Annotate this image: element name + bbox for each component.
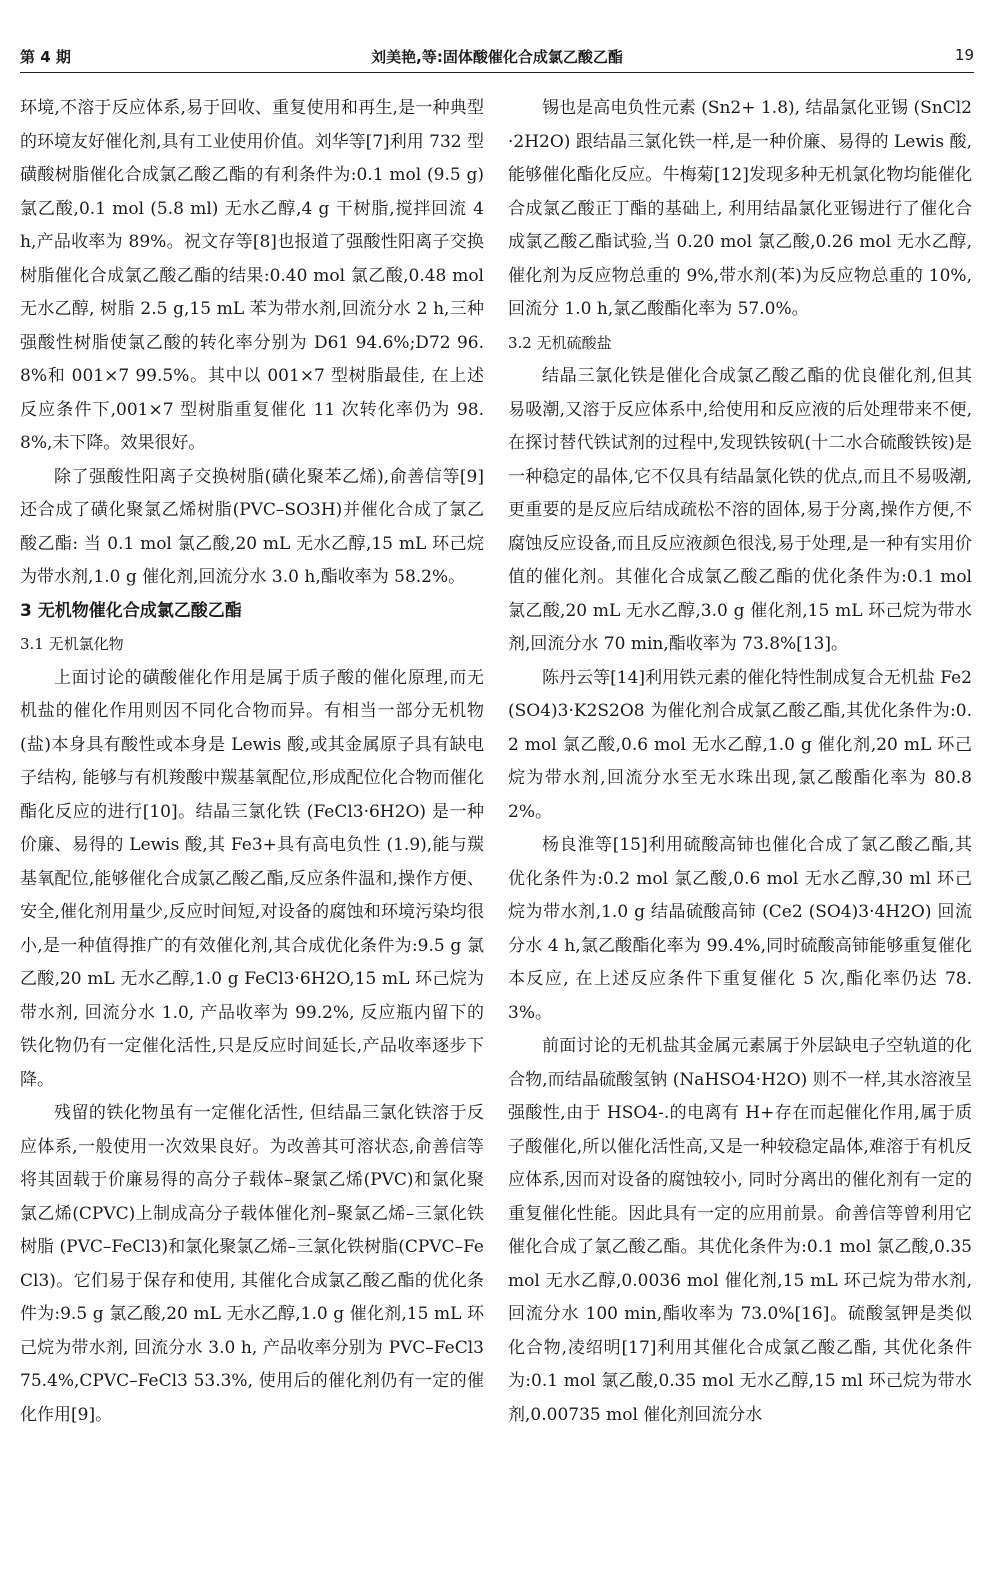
paragraph-pvc-so3h: 除了强酸性阳离子交换树脂(磺化聚苯乙烯),俞善信等[9]还合成了磺化聚氯乙烯树脂(PVC–SO3H)并催化合成了氯乙酸乙酯: 当 0.1 mol 氯乙酸,20 mL 无水乙醇,15 mL 环己烷为带水剂,1.0 g 催化剂,回流分水 3.0 h,酯收率为 58.2%。 [20, 466, 484, 587]
issue-number: 第 4 期 [20, 48, 71, 66]
paragraph-resin-results: 环境,不溶于反应体系,易于回收、重复使用和再生,是一种典型的环境友好催化剂,具有工业使用价值。刘华等[7]利用 732 型磺酸树脂催化合成氯乙酸乙酯的有利条件为:0.1 mol (9.5 g) 氯乙酸,0.1 mol (5.8 ml) 无水乙醇,4 g 干树脂,搅拌回流 4 h,产品收率为 89%。祝文存等[8]也报道了强酸性阳离子交换树脂催化合成氯乙酸乙酯的结果:0.40 mol 氯乙酸,0.48 mol 无水乙醇, 树脂 2.5 g,15 mL 苯为带水剂,回流分水 2 h,三种强酸性树脂使氯乙酸的转化率分别为 D61 94.6%;D72 96.8%和 001×7 99.5%。其中以 001×7 型树脂最佳, 在上述反应条件下,001×7 型树脂重复催化 11 次转化率仍为 98.8%,未下降。效果很好。 [20, 98, 484, 453]
subsection-heading-3-1: 3.1 无机氯化物 [20, 635, 124, 653]
left-column [20, 92, 484, 1432]
running-header [20, 40, 974, 73]
paragraph-sncl2: 锡也是高电负性元素 (Sn2+ 1.8), 结晶氯化亚锡 (SnCl2·2H2O) 跟结晶三氯化铁一样,是一种价廉、易得的 Lewis 酸,能够催化酯化反应。牛梅菊[12]发现多种无机氯化物均能催化合成氯乙酸正丁酯的基础上, 利用结晶氯化亚锡进行了催化合成氯乙酸乙酯试验,当 0.20 mol 氯乙酸,0.26 mol 无水乙醇,催化剂为反应物总重的 9%,带水剂(苯)为反应物总重的 10%,回流分 1.0 h,氯乙酸酯化率为 57.0%。 [508, 98, 972, 319]
right-column [508, 92, 972, 1432]
section-heading-3: 3 无机物催化合成氯乙酸乙酯 [20, 600, 242, 621]
subsection-heading-3-2: 3.2 无机硫酸盐 [508, 333, 612, 352]
paragraph-iron-alum: 结晶三氯化铁是催化合成氯乙酸乙酯的优良催化剂,但其易吸潮,又溶于反应体系中,给使用和反应液的后处理带来不便,在探讨替代铁试剂的过程中,发现铁铵矾(十二水合硫酸铁铵)是一种稳定的晶体,它不仅具有结晶氯化铁的优点,而且不易吸潮,更重要的是反应后结成疏松不溶的固体,易于分离,操作方便,不腐蚀反应设备,而且反应液颜色很浅,易于处理,是一种有实用价值的催化剂。其催化合成氯乙酸乙酯的优化条件为:0.1 mol 氯乙酸,20 mL 无水乙醇,3.0 g 催化剂,15 mL 环己烷为带水剂,回流分水 70 min,酯收率为 73.8%[13]。 [508, 366, 972, 654]
paragraph-inorganic-chlorides: 上面讨论的磺酸催化作用是属于质子酸的催化原理,而无机盐的催化作用则因不同化合物而异。有相当一部分无机物(盐)本身具有酸性或本身是 Lewis 酸,或其金属原子具有缺电子结构, 能够与有机羧酸中羰基氧配位,形成配位化合物而催化酯化反应的进行[10]。结晶三氯化铁 (FeCl3·6H2O) 是一种价廉、易得的 Lewis 酸,其 Fe3+具有高电负性 (1.9),能与羰基氧配位,能够催化合成氯乙酸乙酯,反应条件温和,操作方便、安全,催化剂用量少,反应时间短,对设备的腐蚀和环境污染均很小,是一种值得推广的有效催化剂,其合成优化条件为:9.5 g 氯乙酸,20 mL 无水乙醇,1.0 g FeCl3·6H2O,15 mL 环己烷为带水剂, 回流分水 1.0, 产品收率为 99.2%, 反应瓶内留下的铁化物仍有一定催化活性,只是反应时间延长,产品收率逐步下降。 [20, 667, 484, 1090]
paragraph-supported-fecl3: 残留的铁化物虽有一定催化活性, 但结晶三氯化铁溶于反应体系,一般使用一次效果良好。为改善其可溶状态,俞善信等将其固载于价廉易得的高分子载体–聚氯乙烯(PVC)和氯化聚氯乙烯(CPVC)上制成高分子载体催化剂–聚氯乙烯–三氯化铁树脂 (PVC–FeCl3)和氯化聚氯乙烯–三氯化铁树脂(CPVC–FeCl3)。它们易于保存和使用, 其催化合成氯乙酸乙酯的优化条件为:9.5 g 氯乙酸,20 mL 无水乙醇,1.0 g 催化剂,15 mL 环己烷为带水剂, 回流分水 3.0 h, 产品收率分别为 PVC–FeCl3 75.4%,CPVC–FeCl3 53.3%, 使用后的催化剂仍有一定的催化作用[9]。 [20, 1103, 484, 1425]
paragraph-nahso4: 前面讨论的无机盐其金属元素属于外层缺电子空轨道的化合物,而结晶硫酸氢钠 (NaHSO4·H2O) 则不一样,其水溶液呈强酸性,由于 HSO4-.的电离有 H+存在而起催化作用,属于质子酸催化,所以催化活性高,又是一种较稳定晶体,难溶于有机反应体系,因而对设备的腐蚀较小, 同时分离出的催化剂有一定的重复催化性能。因此具有一定的应用前景。俞善信等曾利用它催化合成了氯乙酸乙酯。其优化条件为:0.1 mol 氯乙酸,0.35 mol 无水乙醇,0.0036 mol 催化剂,15 mL 环己烷为带水剂,回流分水 100 min,酯收率为 73.0%[16]。硫酸氢钾是类似化合物,凌绍明[17]利用其催化合成氯乙酸乙酯, 其优化条件为:0.1 mol 氯乙酸,0.35 mol 无水乙醇,15 ml 环己烷为带水剂,0.00735 mol 催化剂回流分水 [508, 1036, 972, 1425]
running-title: 刘美艳,等:固体酸催化合成氯乙酸乙酯 [371, 48, 623, 66]
page-number: 19 [954, 46, 974, 64]
paragraph-fe2so43: 陈丹云等[14]利用铁元素的催化特性制成复合无机盐 Fe2(SO4)3·K2S2O8 为催化剂合成氯乙酸乙酯,其优化条件为:0.2 mol 氯乙酸,0.6 mol 无水乙醇,1.0 g 催化剂,20 mL 环己烷为带水剂,回流分水至无水珠出现,氯乙酸酯化率为 80.82%。 [508, 667, 972, 822]
paragraph-ceric-sulfate: 杨良淮等[15]利用硫酸高铈也催化合成了氯乙酸乙酯,其优化条件为:0.2 mol 氯乙酸,0.6 mol 无水乙醇,30 ml 环己烷为带水剂,1.0 g 结晶硫酸高铈 (Ce2 (SO4)3·4H2O) 回流分水 4 h,氯乙酸酯化率为 99.4%,同时硫酸高铈能够重复催化本反应, 在上述反应条件下重复催化 5 次,酯化率仍达 78.3%。 [508, 835, 972, 1023]
